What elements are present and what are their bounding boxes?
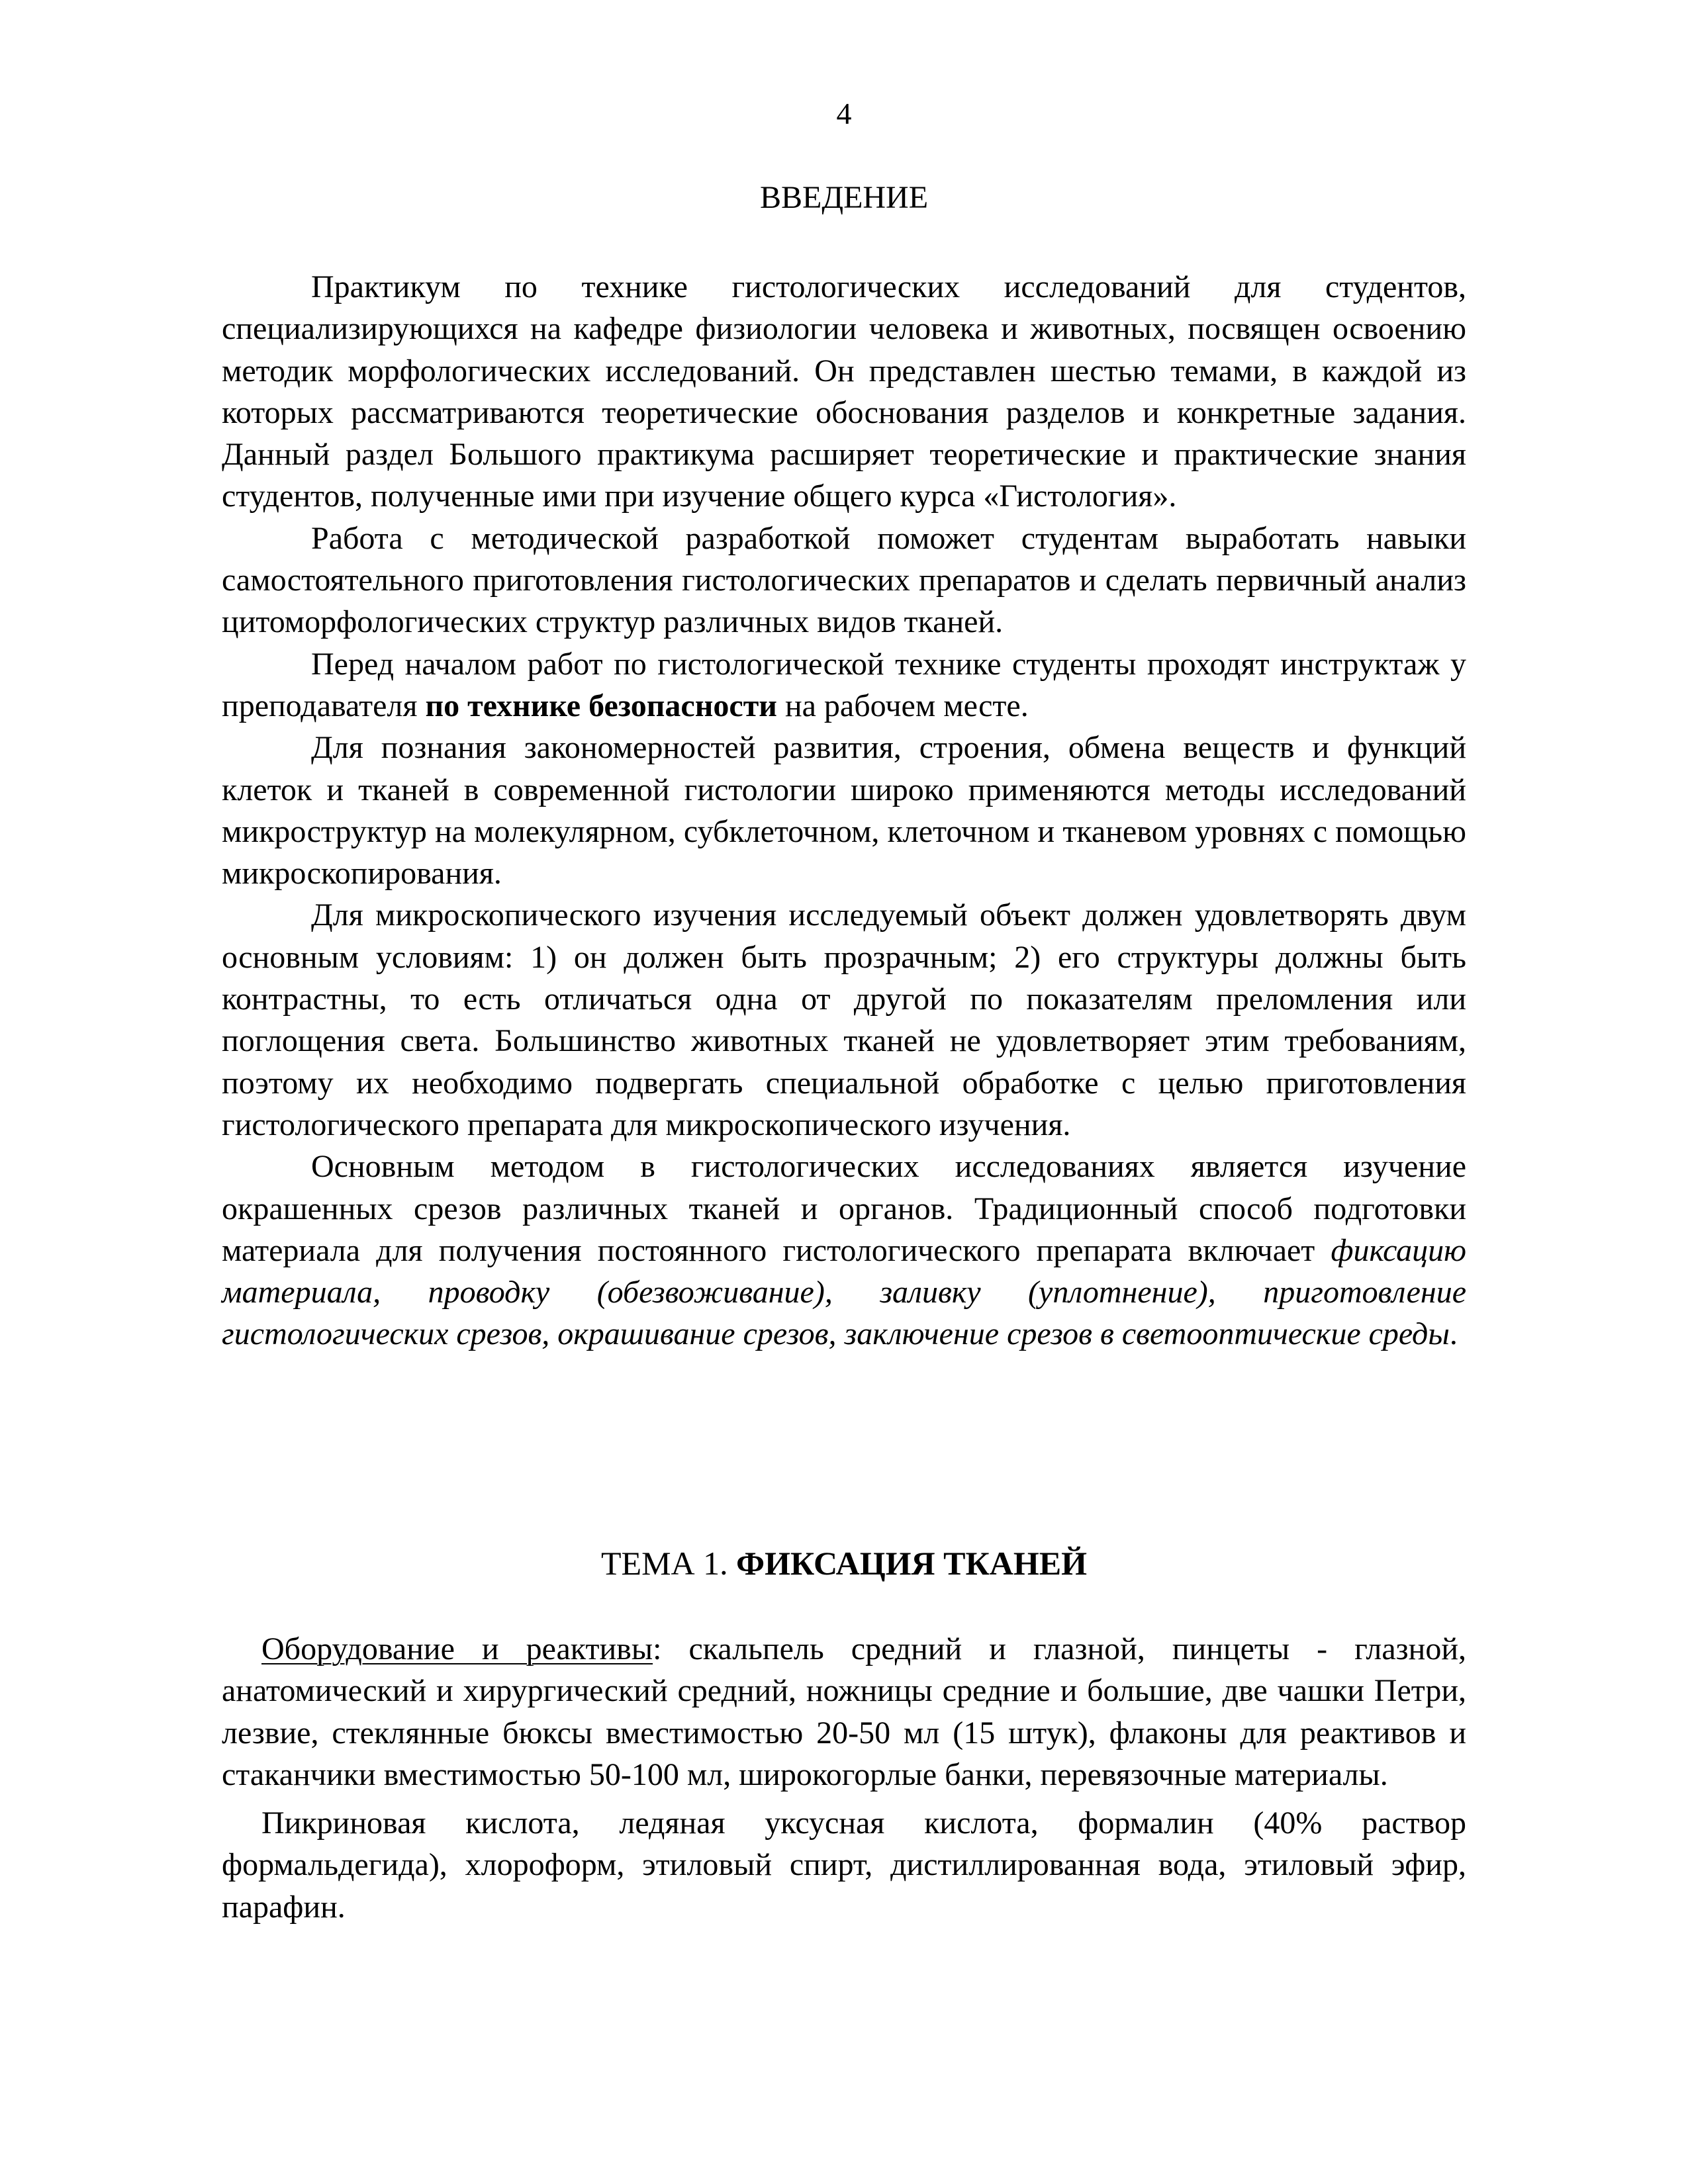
equipment-list: : скальпель средний и глазной, пинцеты - глазной, анатомический и хирургический средний, ножницы средние и большие, две чашки Петри, лезвие, стеклянные бюксы вместимостью 20-50 мл (15 штук), флаконы для реактивов и стаканчики вместимостью 50-100 мл, широкогорлые банки, перевязочные материалы. [222, 1631, 1467, 1792]
topic-heading [222, 1542, 1466, 1584]
document-page [222, 0, 1466, 2184]
intro-paragraph-6-text: Основным методом в гистологических исследованиях является изучение окрашенных срезов различных тканей и органов. Традиционный способ подготовки материала для получения постоянного гистологического препарата включает [222, 1149, 1466, 1268]
reagents-paragraph: Пикриновая кислота, ледяная уксусная кислота, формалин (40% раствор формальдегида), хлороформ, этиловый спирт, дистиллированная вода, этиловый эфир, парафин. [222, 1805, 1466, 1925]
intro-paragraph-6 [222, 1146, 1466, 1355]
equipment-paragraph [222, 1628, 1466, 1796]
intro-paragraph-4: Для познания закономерностей развития, строения, обмена веществ и функций клеток и тканей в современной гистологии широко применяются методы исследований микроструктур на молекулярном, субклеточном, клеточном и тканевом уровнях с помощью микроскопирования. [222, 730, 1466, 891]
intro-paragraph-6-end: . [1449, 1316, 1458, 1352]
intro-paragraph-3-end: на рабочем месте. [776, 688, 1029, 723]
topic-title-bold: ФИКСАЦИЯ ТКАНЕЙ [736, 1545, 1087, 1582]
intro-paragraph-5: Для микроскопического изучения исследуемый объект должен удовлетворять двум основным условиям: 1) он должен быть прозрачным; 2) его структуры должны быть контрастны, то есть отличаться одна от другой по показателям преломления или поглощения света. Большинство животных тканей не удовлетворяет этим требованиям, поэтому их необходимо подвергать специальной обработке с целью приготовления гистологического препарата для микроскопического изучения. [222, 897, 1466, 1142]
equipment-label: Оборудование и реактивы [261, 1631, 653, 1666]
intro-paragraph-3-text: Перед началом работ по гистологической технике студенты проходят инструктаж у преподавателя [222, 646, 1466, 723]
topic-section [222, 1628, 1466, 1928]
safety-emphasis: по технике безопасности [425, 688, 777, 723]
topic-prefix: ТЕМА 1. [601, 1545, 737, 1582]
page-number: 4 [836, 97, 852, 130]
intro-section [222, 266, 1466, 1355]
intro-paragraph-3 [222, 643, 1466, 727]
intro-paragraph-1: Практикум по технике гистологических исследований для студентов, специализирующихся на кафедре физиологии человека и животных, посвящен освоению методик морфологических исследований. Он представлен шестью темами, в каждой из которых рассматриваются теоретические обоснования разделов и конкретные задания. Данный раздел Большого практикума расширяет теоретические и практические знания студентов, полученные ими при изучение общего курса «Гистология». [222, 269, 1466, 514]
intro-paragraph-2: Работа с методической разработкой поможет студентам выработать навыки самостоятельного приготовления гистологических препаратов и сделать первичный анализ цитоморфологических структур различных видов тканей. [222, 520, 1466, 640]
intro-heading: ВВЕДЕНИЕ [759, 180, 929, 215]
procedure-steps-emphasis: фиксацию материала, проводку (обезвоживание), заливку (уплотнение), приготовление гистологических срезов, окрашивание срезов, заключение срезов в светооптические среды [222, 1232, 1466, 1352]
